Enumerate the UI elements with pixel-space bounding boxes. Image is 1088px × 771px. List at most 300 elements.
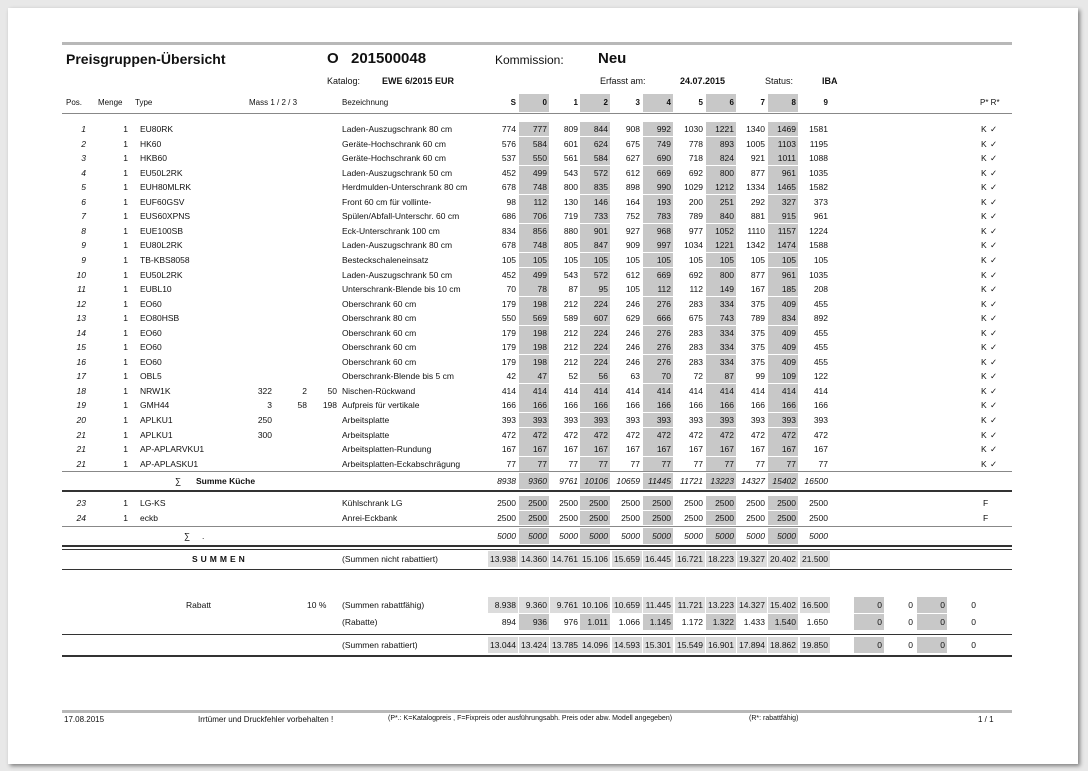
price-cell: 9.360 [519,597,549,613]
row-mass-3 [312,282,337,296]
row-mass-1 [242,209,272,223]
price-cell: 472 [813,429,828,440]
price-cell: 179 [501,298,516,309]
row-bezeichnung: Unterschrank-Blende bis 10 cm [342,284,461,295]
price-cell: 789 [750,313,765,324]
price-cell: 692 [688,167,703,178]
price-cell: 393 [519,413,549,427]
col-group-2: 1 [573,98,578,107]
row-mass-1 [242,442,272,456]
price-cell: 13223 [706,473,736,489]
price-cell: 98 [506,196,516,207]
row-bezeichnung: Herdmulden-Unterschrank 80 cm [342,182,468,193]
price-cell: 167 [706,442,736,456]
row-p-flag: K [981,153,987,164]
row-bezeichnung: Oberschrank 60 cm [342,342,417,353]
table-row [62,137,1012,151]
row-pos: 2 [81,138,86,149]
price-cell: 5000 [559,531,578,542]
kommission-label: Kommission: [495,53,564,67]
price-cell: 14.593 [612,637,642,653]
row-menge: 1 [123,313,128,324]
price-cell: 743 [706,311,736,325]
zero-cell: 0 [854,597,884,613]
order-number: 201500048 [351,50,427,67]
price-cell: 8938 [497,476,516,487]
price-cell: 246 [625,327,640,338]
table-row [62,122,1012,136]
price-cell: 584 [519,137,549,151]
rabattiert-double-rule [62,655,1012,657]
price-cell: 414 [813,385,828,396]
price-cell: 11.721 [675,597,705,613]
row-pos: 9 [81,254,86,265]
table-row [62,297,1012,311]
price-cell: 1.066 [618,617,640,628]
price-cell: 15.659 [612,551,642,567]
row-p-flag: K [981,400,987,411]
row-mass-1 [242,253,272,267]
price-cell: 198 [519,297,549,311]
price-cell: 375 [750,327,765,338]
price-cell: 805 [563,240,578,251]
row-mass-2 [282,268,307,282]
price-cell: 472 [643,428,673,442]
price-cell: 1469 [768,122,798,136]
price-cell: 77 [755,458,765,469]
row-p-flag: K [981,240,987,251]
row-mass-1: 250 [257,415,272,425]
row-p-flag: K [981,415,987,425]
price-cell: 921 [750,153,765,164]
row-mass-2 [282,355,307,369]
price-cell: 112 [689,284,703,295]
col-group-6: 5 [698,98,703,107]
price-cell: 56 [580,369,610,383]
price-cell: 13.424 [519,637,549,653]
row-mass-1 [242,268,272,282]
price-cell: 15.549 [675,637,705,653]
price-cell: 1212 [706,180,736,194]
price-cell: 167 [625,444,640,455]
price-cell: 669 [643,268,673,282]
row-type: EO60 [140,298,162,309]
price-cell: 15.402 [768,597,798,613]
price-cell: 166 [563,400,578,411]
row-bezeichnung: Aufpreis für vertikale [342,400,420,411]
row-r-flag: ✓ [990,124,998,134]
row-menge: 1 [123,498,128,509]
price-cell: 167 [688,444,703,455]
row-r-flag: ✓ [990,269,998,280]
price-cell: 334 [706,340,736,354]
rabattiert-desc: (Summen rabattiert) [342,640,418,651]
price-cell: 166 [625,400,640,411]
price-cell: 601 [563,138,578,149]
price-cell: 901 [580,224,610,238]
row-pos: 21 [76,458,86,469]
row-mass-3 [312,311,337,325]
price-cell: 208 [813,284,828,295]
price-cell: 550 [501,313,516,324]
zero-cell: 0 [854,614,884,630]
row-mass-2 [282,238,307,252]
price-cell: 212 [563,327,578,338]
row-p-flag: K [981,138,987,149]
price-cell: 167 [768,442,798,456]
price-cell: 14.096 [580,637,610,653]
price-cell: 15.106 [580,551,610,567]
row-p-flag: K [981,269,987,280]
row-mass-3 [312,326,337,340]
price-cell: 1.650 [806,617,828,628]
price-cell: 414 [750,385,765,396]
price-cell: 212 [563,298,578,309]
price-cell: 690 [643,151,673,165]
price-cell: 774 [501,124,516,134]
price-cell: 179 [501,356,516,367]
row-menge: 1 [123,400,128,411]
price-cell: 224 [580,340,610,354]
price-cell: 455 [813,342,828,353]
zero-cell: 0 [908,600,913,611]
zero-cell: 0 [854,637,884,653]
price-cell: 77 [693,458,703,469]
row-menge: 1 [123,182,128,193]
price-cell: 334 [706,355,736,369]
price-cell: 2500 [684,512,703,523]
row-p-flag: K [981,342,987,353]
price-cell: 961 [813,211,828,222]
price-cell: 52 [568,371,578,382]
col-group-4: 3 [635,98,640,107]
row-pos: 12 [76,298,86,309]
row-menge: 1 [123,342,128,353]
row-p-flag: K [981,225,987,236]
row-r-flag: ✓ [990,284,998,295]
price-cell: 675 [625,138,640,149]
row-mass-3 [312,268,337,282]
price-cell: 2500 [580,511,610,525]
price-cell: 572 [580,166,610,180]
price-cell: 20.402 [768,551,798,567]
price-cell: 9761 [559,476,578,487]
price-cell: 2500 [706,511,736,525]
price-cell: 1088 [809,153,828,164]
price-cell: 167 [643,442,673,456]
row-p-flag: K [981,254,987,265]
price-cell: 834 [501,225,516,236]
price-cell: 472 [625,429,640,440]
price-cell: 584 [580,151,610,165]
row-mass-3 [312,253,337,267]
row-r-flag: ✓ [990,138,998,149]
row-r-flag: ✓ [990,167,998,178]
row-type: OBL5 [140,371,162,382]
row-menge: 1 [123,167,128,178]
price-cell: 2500 [746,512,765,523]
katalog-label: Katalog: [327,76,361,86]
order-prefix: O [327,50,339,67]
row-type: AP-APLARVKU1 [140,444,205,455]
price-cell: 105 [813,254,828,265]
row-pos: 1 [81,124,86,134]
price-cell: 877 [750,269,765,280]
row-menge: 1 [123,269,128,280]
price-cell: 678 [501,240,516,251]
price-cell: 198 [519,355,549,369]
price-cell: 70 [643,369,673,383]
row-menge: 1 [123,124,128,134]
price-cell: 472 [519,428,549,442]
table-row [62,209,1012,223]
row-mass-1 [242,195,272,209]
row-bezeichnung: Oberschrank-Blende bis 5 cm [342,371,454,382]
row-menge: 1 [123,458,128,469]
table-row [62,384,1012,398]
price-cell: 5000 [643,528,673,544]
price-cell: 1029 [684,182,703,193]
price-cell: 1221 [706,238,736,252]
row-mass-2 [282,180,307,194]
row-mass-1 [242,180,272,194]
row-pos: 21 [76,444,86,455]
kommission-value: Neu [598,50,627,67]
price-cell: 166 [580,398,610,412]
summen-label: SUMMEN [192,554,248,565]
price-cell: 276 [643,355,673,369]
status-value: IBA [822,76,838,86]
row-mass-2 [282,442,307,456]
price-cell: 105 [580,253,610,267]
price-cell: 166 [750,400,765,411]
price-cell: 224 [580,355,610,369]
price-cell: 21.500 [800,551,830,567]
row-menge: 1 [123,512,128,523]
price-cell: 375 [750,298,765,309]
status-label: Status: [765,76,794,86]
price-cell: 1581 [809,124,828,134]
row-p-flag: K [981,211,987,222]
row-r-flag: ✓ [990,313,998,324]
price-cell: 1588 [809,240,828,251]
price-cell: 2500 [497,512,516,523]
row-type: EUH80MLRK [140,182,192,193]
price-cell: 880 [563,225,578,236]
row-bezeichnung: Spülen/Abfall-Unterschr. 60 cm [342,211,460,222]
rabatt-fahig-row [62,597,1012,613]
row-type: EUF60GSV [140,196,185,207]
row-r-flag: ✓ [990,254,998,265]
row-mass-3 [312,428,337,442]
row-mass-3 [312,355,337,369]
col-pr: P* R* [980,98,1000,107]
erfasst-value: 24.07.2015 [680,76,726,86]
erfasst-label: Erfasst am: [600,76,646,86]
price-cell: 2500 [621,512,640,523]
row-menge: 1 [123,415,128,425]
row-menge: 1 [123,211,128,222]
row-pos: 13 [76,313,86,324]
col-group-10: 9 [823,98,828,107]
col-mass: Mass 1 / 2 / 3 [249,98,298,107]
row-mass-1 [242,151,272,165]
row-pos: 11 [77,284,86,295]
price-cell: 414 [519,384,549,398]
price-cell: 1035 [809,269,828,280]
row-bezeichnung: Laden-Auszugschrank 80 cm [342,240,453,251]
price-cell: 212 [563,356,578,367]
price-cell: 783 [643,209,673,223]
price-cell: 968 [643,224,673,238]
table-row [62,369,1012,383]
page-title: Preisgruppen-Übersicht [66,51,226,67]
price-cell: 1103 [768,137,798,151]
row-mass-2 [282,311,307,325]
price-cell: 452 [501,269,516,280]
table-row [62,398,1012,412]
price-cell: 414 [501,385,516,396]
row-type: LG-KS [140,498,166,509]
row-bezeichnung: Eck-Unterschrank 100 cm [342,225,440,236]
row-type: GMH44 [140,400,170,411]
price-cell: 706 [519,209,549,223]
price-cell: 99 [755,371,765,382]
price-cell: 166 [706,398,736,412]
price-cell: 77 [643,457,673,471]
price-cell: 373 [813,196,828,207]
row-menge: 1 [123,153,128,164]
price-cell: 18.862 [768,637,798,653]
row-r-flag: ✓ [990,342,998,353]
row-mass-2 [282,369,307,383]
price-cell: 748 [519,180,549,194]
row-r-flag: ✓ [990,429,998,440]
price-cell: 9360 [519,473,549,489]
zero-cell: 0 [908,640,913,651]
rabatte-desc: (Rabatte) [342,617,378,628]
row-pos: 19 [76,400,86,411]
price-cell: 893 [706,137,736,151]
price-cell: 200 [688,196,703,207]
price-cell: 666 [643,311,673,325]
price-cell: 607 [580,311,610,325]
price-cell: 105 [768,253,798,267]
price-cell: 847 [580,238,610,252]
col-menge: Menge [98,98,123,107]
row-p-flag: K [981,124,987,134]
price-cell: 5000 [621,531,640,542]
row-type: EO60 [140,356,162,367]
price-cell: 589 [563,313,578,324]
price-cell: 612 [625,167,640,178]
row-mass-1 [242,311,272,325]
price-cell: 16.721 [675,551,705,567]
price-cell: 283 [688,356,703,367]
row-p-flag: K [981,371,987,382]
row-bezeichnung: Arbeitsplatte [342,415,390,425]
price-cell: 2500 [768,496,798,510]
sigma-icon: ∑ [184,531,191,542]
row-pos: 4 [81,167,86,178]
price-cell: 414 [768,384,798,398]
price-cell: 334 [706,297,736,311]
price-cell: 17.894 [737,637,767,653]
row-pos: 15 [76,342,86,353]
row-pos: 8 [81,225,86,236]
price-cell: 409 [768,355,798,369]
price-cell: 1035 [809,167,828,178]
price-cell: 105 [750,254,765,265]
price-cell: 976 [563,617,578,628]
price-cell: 327 [768,195,798,209]
price-cell: 276 [643,297,673,311]
row-mass-3 [312,166,337,180]
row-menge: 1 [123,284,128,295]
row-r-flag: ✓ [990,196,998,207]
row-mass-2 [282,195,307,209]
row-pos: 17 [76,371,86,382]
row-mass-2 [282,224,307,238]
row-mass-3 [312,209,337,223]
price-cell: 409 [768,340,798,354]
row-mass-3 [312,369,337,383]
price-cell: 276 [643,326,673,340]
zero-cell: 0 [971,640,976,651]
price-cell: 10.659 [612,597,642,613]
row-type: TB-KBS8058 [140,254,190,265]
footer-disclaimer: Irrtümer und Druckfehler vorbehalten ! [198,715,334,724]
price-cell: 224 [580,297,610,311]
price-cell: 1342 [746,240,765,251]
row-mass-2: 2 [302,385,307,396]
table-row [62,355,1012,369]
price-cell: 2500 [809,498,828,509]
row-mass-1 [242,238,272,252]
row-pos: 16 [76,356,86,367]
row-bezeichnung: Laden-Auszugschrank 80 cm [342,124,453,134]
row-r-flag: ✓ [990,153,998,164]
table-row [62,311,1012,325]
price-cell: 16500 [804,476,828,487]
price-cell: 718 [688,153,703,164]
row-menge: 1 [123,356,128,367]
sum-kueche-double-rule [62,490,1012,492]
price-cell: 70 [506,284,516,295]
price-cell: 9.761 [550,597,580,613]
price-cell: 14.327 [737,597,767,613]
row-pos: 24 [76,512,86,523]
rabatt-fahig-desc: (Summen rabattfähig) [342,600,425,611]
row-bezeichnung: Geräte-Hochschrank 60 cm [342,153,446,164]
table-row [62,253,1012,267]
price-cell: 455 [813,327,828,338]
footer-legend-p: (P*.: K=Katalogpreis , F=Fixpreis oder ausführungsabh. Preis oder abw. Modell angegeben) [388,715,673,722]
row-mass-3 [312,238,337,252]
row-r-flag: ✓ [990,458,998,469]
row-bezeichnung: Besteckschaleneinsatz [342,254,429,265]
row-mass-1: 300 [257,429,272,440]
row-pos: 6 [81,196,86,207]
price-cell: 146 [580,195,610,209]
price-cell: 283 [688,298,703,309]
row-p-flag: K [981,313,987,324]
price-cell: 2500 [559,512,578,523]
price-cell: 5000 [809,531,828,542]
row-type: EUS60XPNS [140,211,191,222]
price-cell: 5000 [580,528,610,544]
price-cell: 675 [688,313,703,324]
